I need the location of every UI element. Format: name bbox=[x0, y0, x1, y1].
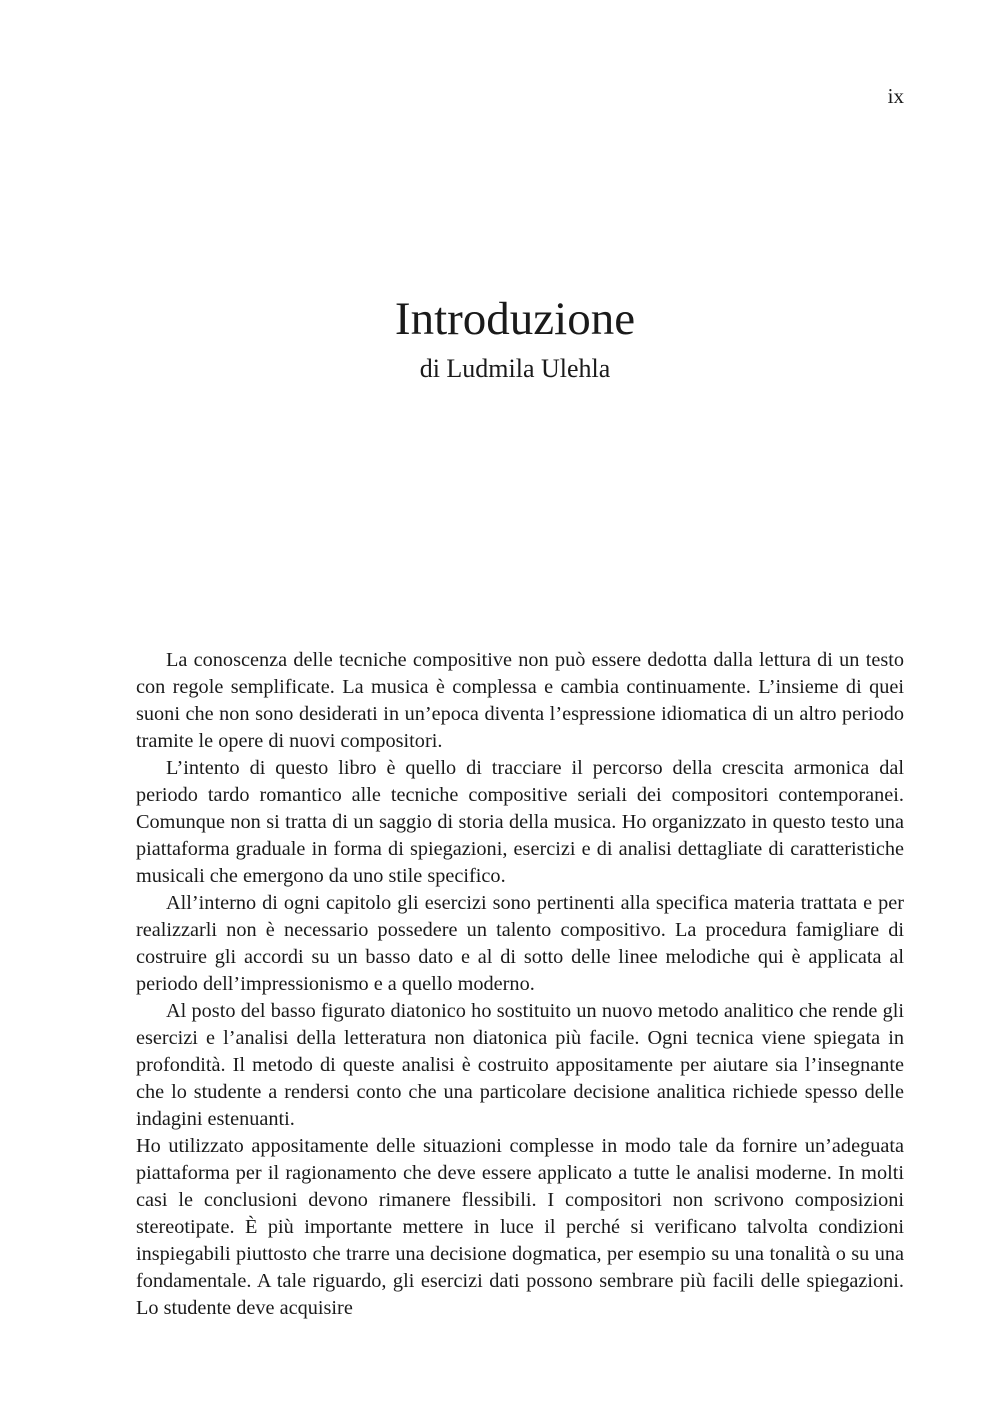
chapter-author: di Ludmila Ulehla bbox=[419, 354, 611, 383]
paragraph-3: All’interno di ogni capitolo gli esercizi sono pertinenti alla specifica materia trattata e per realizzarli non è necessario possedere un talento compositivo. La procedura famigliare di costruire gli accordi su un basso dato e al di sotto delle linee melodiche qui è applicata al periodo dell’impressionismo e a quello moderno. bbox=[136, 892, 904, 995]
title-block bbox=[0, 290, 1004, 386]
page-number: ix bbox=[887, 84, 904, 108]
paragraph-4: Al posto del basso figurato diatonico ho sostituito un nuovo metodo analitico che rende gli esercizi e l’analisi della letteratura non diatonica più facile. Ogni tecnica viene spiegata in profondità. Il metodo di queste analisi è costruito appositamente per aiutare sia l’insegnante che lo studente a rendersi conto che una particolare decisione analitica richiede spesso delle indagini estenuanti. bbox=[136, 1000, 904, 1130]
paragraph-1: La conoscenza delle tecniche compositive non può essere dedotta dalla lettura di un testo con regole semplificate. La musica è complessa e cambia continuamente. L’insieme di quei suoni che non sono desiderati in un’epoca diventa l’espressione idiomatica di un altro periodo tramite le opere di nuovi compositori. bbox=[136, 649, 904, 752]
paragraph-5: Ho utilizzato appositamente delle situazioni complesse in modo tale da fornire un’adeguata piattaforma per il ragionamento che deve essere applicato a tutte le analisi moderne. In molti casi le conclusioni devono rimanere flessibili. I compositori non scrivono composizioni stereotipate. È più importante mettere in luce il perché si verificano talvolta condizioni inspiegabili piuttosto che trarre una decisione dogmatica, per esempio su una tonalità o su una fondamentale. A tale riguardo, gli esercizi dati possono sembrare più facili delle spiegazioni. Lo studente deve acquisire bbox=[136, 1135, 904, 1319]
chapter-title: Introduzione bbox=[394, 293, 636, 345]
body-text bbox=[136, 647, 904, 1322]
paragraph-2: L’intento di questo libro è quello di tracciare il percorso della crescita armonica dal periodo tardo romantico alle tecniche compositive seriali dei compositori contemporanei. Comunque non si tratta di un saggio di storia della musica. Ho organizzato in questo testo una piattaforma graduale in forma di spiegazioni, esercizi e di analisi dettagliate di caratteristiche musicali che emergono da uno stile specifico. bbox=[136, 757, 904, 887]
